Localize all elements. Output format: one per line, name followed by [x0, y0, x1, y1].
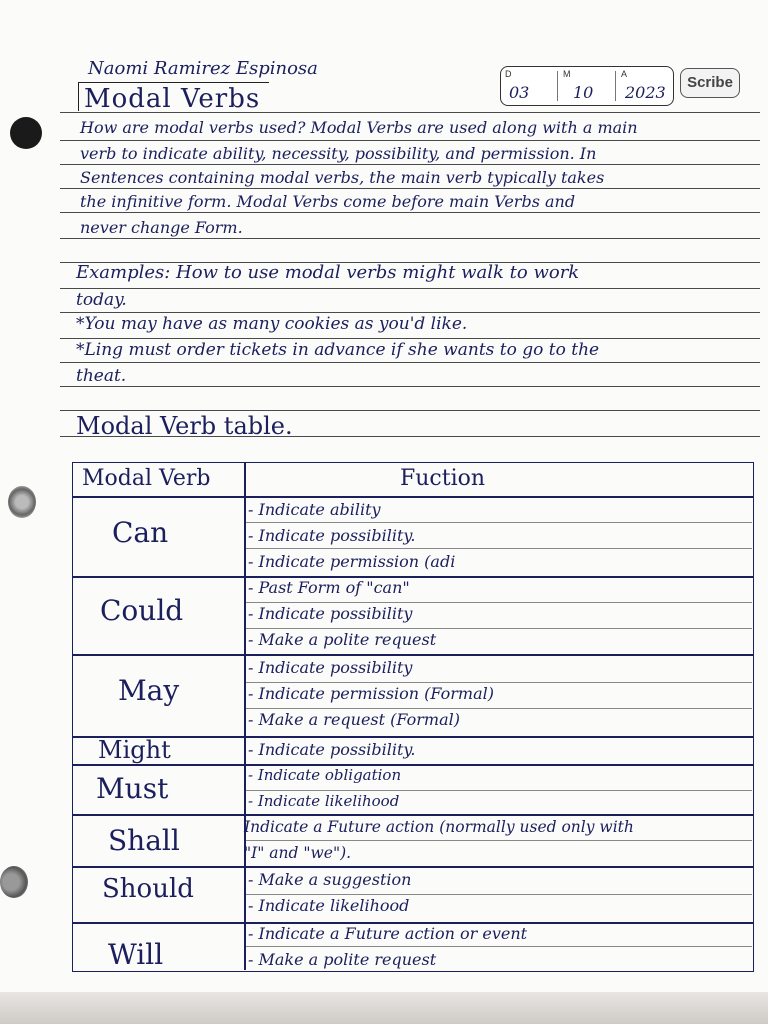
function-item: - Indicate ability: [248, 500, 381, 519]
example-sentence: *You may have as many cookies as you'd like.: [76, 314, 468, 334]
intro-line: verb to indicate ability, necessity, possibility, and permission. In: [80, 144, 597, 163]
table-row-line: [72, 736, 754, 738]
ruled-line: [246, 682, 752, 683]
ruled-line: [60, 288, 760, 289]
page-edge-shadow: [0, 992, 768, 1024]
function-item: - Make a polite request: [248, 950, 437, 969]
function-item: - Indicate possibility: [248, 604, 413, 623]
ruled-line: [246, 840, 752, 841]
examples-line: Examples: How to use modal verbs might walk to work: [76, 262, 580, 283]
date-day: [501, 67, 557, 105]
ruled-line: [60, 362, 760, 363]
intro-line: How are modal verbs used? Modal Verbs are used along with a main: [80, 118, 638, 137]
modal-verb-must: Must: [96, 772, 169, 805]
modal-verb-might: Might: [98, 736, 171, 764]
table-row-line: [72, 654, 754, 656]
date-year: [617, 67, 673, 105]
table-row-line: [72, 496, 754, 498]
date-month-label: M: [563, 69, 571, 79]
function-item: - Indicate obligation: [248, 766, 402, 784]
function-item: - Indicate likelihood: [248, 792, 400, 810]
function-item: - Indicate permission (adi: [248, 552, 456, 571]
modal-verb-shall: Shall: [108, 824, 180, 857]
ruled-line: [60, 212, 760, 213]
ruled-line: [60, 140, 760, 141]
examples-line: today.: [76, 290, 127, 310]
date-divider: [615, 71, 616, 101]
binder-hole-middle: [8, 486, 36, 518]
date-year-label: A: [621, 69, 628, 79]
student-name: Naomi Ramirez Espinosa: [88, 58, 318, 79]
page-title: Modal Verbs: [84, 84, 261, 114]
function-item: - Indicate possibility.: [248, 526, 416, 545]
column-header-function: Fuction: [400, 466, 486, 491]
column-header-modal-verb: Modal Verb: [82, 466, 211, 491]
function-item: - Make a suggestion: [248, 870, 412, 889]
modal-verb-could: Could: [100, 594, 184, 627]
intro-line: never change Form.: [80, 218, 243, 237]
modal-verb-can: Can: [112, 516, 169, 549]
ruled-line: [246, 946, 752, 947]
table-heading: Modal Verb table.: [76, 412, 293, 440]
function-item: "I" and "we").: [244, 844, 352, 862]
binder-hole-top: [10, 117, 42, 149]
example-sentence: *Ling must order tickets in advance if she wants to go to the: [76, 340, 600, 360]
function-item: - Indicate likelihood: [248, 896, 410, 915]
table-row-line: [72, 764, 754, 766]
date-year-value: 2023: [625, 83, 666, 102]
function-item: Indicate a Future action (normally used only with: [244, 818, 634, 836]
function-item: - Make a request (Formal): [248, 710, 460, 729]
date-box: [500, 66, 674, 106]
function-item: - Indicate possibility: [248, 658, 413, 677]
ruled-line: [60, 188, 760, 189]
binder-hole-bottom: [0, 866, 28, 898]
table-row-line: [72, 814, 754, 816]
scribe-logo: Scribe: [680, 68, 740, 98]
date-month-value: 10: [573, 83, 594, 102]
ruled-line: [246, 790, 752, 791]
ruled-line: [246, 522, 752, 523]
examples-line: theat.: [76, 366, 127, 386]
function-item: - Past Form of "can": [248, 578, 410, 597]
date-day-value: 03: [509, 83, 530, 102]
modal-verb-may: May: [118, 674, 180, 707]
modal-verb-should: Should: [102, 874, 194, 904]
ruled-line: [246, 628, 752, 629]
date-divider: [557, 71, 558, 101]
intro-line: Sentences containing modal verbs, the main verb typically takes: [80, 168, 605, 187]
date-day-label: D: [505, 69, 512, 79]
table-row-line: [72, 576, 754, 578]
modal-verb-will: Will: [108, 938, 164, 971]
function-item: - Indicate possibility.: [248, 740, 416, 759]
ruled-line: [60, 164, 760, 165]
ruled-line: [246, 602, 752, 603]
ruled-line: [246, 894, 752, 895]
function-item: - Indicate permission (Formal): [248, 684, 494, 703]
function-item: - Make a polite request: [248, 630, 437, 649]
intro-line: the infinitive form. Modal Verbs come before main Verbs and: [80, 192, 576, 211]
function-item: - Indicate a Future action or event: [248, 924, 528, 943]
ruled-line: [60, 386, 760, 387]
ruled-line: [246, 548, 752, 549]
ruled-line: [60, 410, 760, 411]
ruled-line: [60, 338, 760, 339]
date-month: [559, 67, 615, 105]
table-row-line: [72, 866, 754, 868]
ruled-line: [60, 312, 760, 313]
ruled-line: [60, 238, 760, 239]
ruled-line: [246, 708, 752, 709]
